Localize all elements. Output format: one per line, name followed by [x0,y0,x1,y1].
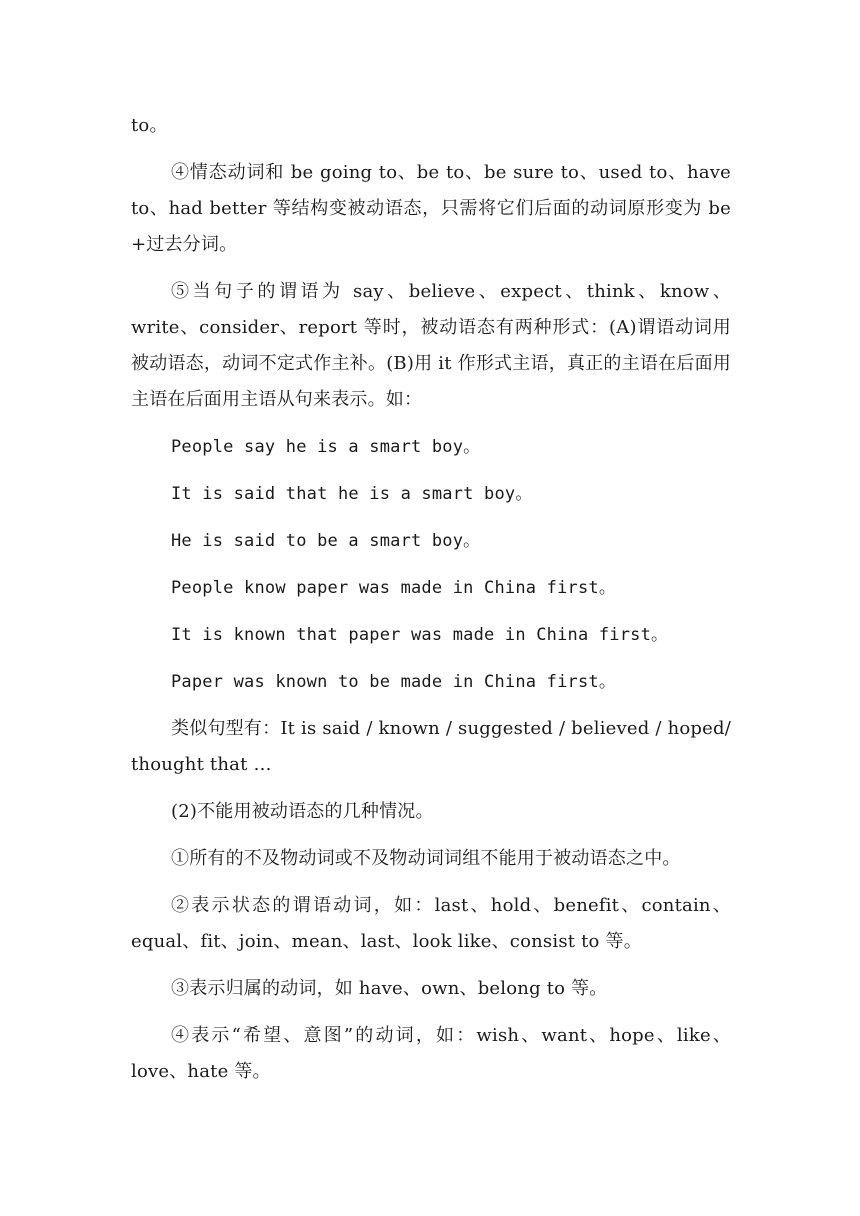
paragraph-similar-patterns: 类似句型有：It is said / known / suggested / believed / hoped/ thought that … [131,718,731,775]
rule-possession-verbs: ③表示归属的动词，如 have、own、belong to 等。 [171,978,608,999]
rule-state-verbs: ②表示状态的谓语动词，如：last、hold、benefit、contain、equal、fit、join、mean、last、look like、consist to 等。 [131,895,731,952]
paragraph-reporting-verbs-rule: ⑤当句子的谓语为 say、believe、expect、think、know、write、consider、report 等时，被动语态有两种形式：(A)谓语动词用被动语态，动词不定式作主补。(B)用 it 作形式主语，真正的主语在后面用主语在后面用主语从句来表示。如： [131,281,731,410]
example-sentence-4: People know paper was made in China first。 [171,578,617,598]
section-heading-no-passive: (2)不能用被动语态的几种情况。 [171,801,434,822]
rule-intransitive-verbs: ①所有的不及物动词或不及物动词词组不能用于被动语态之中。 [171,848,681,869]
document-page [131,108,731,1090]
example-sentence-6: Paper was known to be made in China first。 [171,672,617,692]
example-sentence-1: People say he is a smart boy。 [171,437,481,457]
example-sentence-3: He is said to be a smart boy。 [171,531,481,551]
example-sentence-2: It is said that he is a smart boy。 [171,484,533,504]
paragraph-modal-verbs-rule: ④情态动词和 be going to、be to、be sure to、used to、have to、had better 等结构变被动语态，只需将它们后面的动词原形变为 be +过去分词。 [131,162,731,255]
paragraph-continuation: to。 [131,115,168,136]
rule-desire-verbs: ④表示“希望、意图”的动词，如：wish、want、hope、like、love、hate 等。 [131,1025,731,1082]
example-sentence-5: It is known that paper was made in China first。 [171,625,669,645]
